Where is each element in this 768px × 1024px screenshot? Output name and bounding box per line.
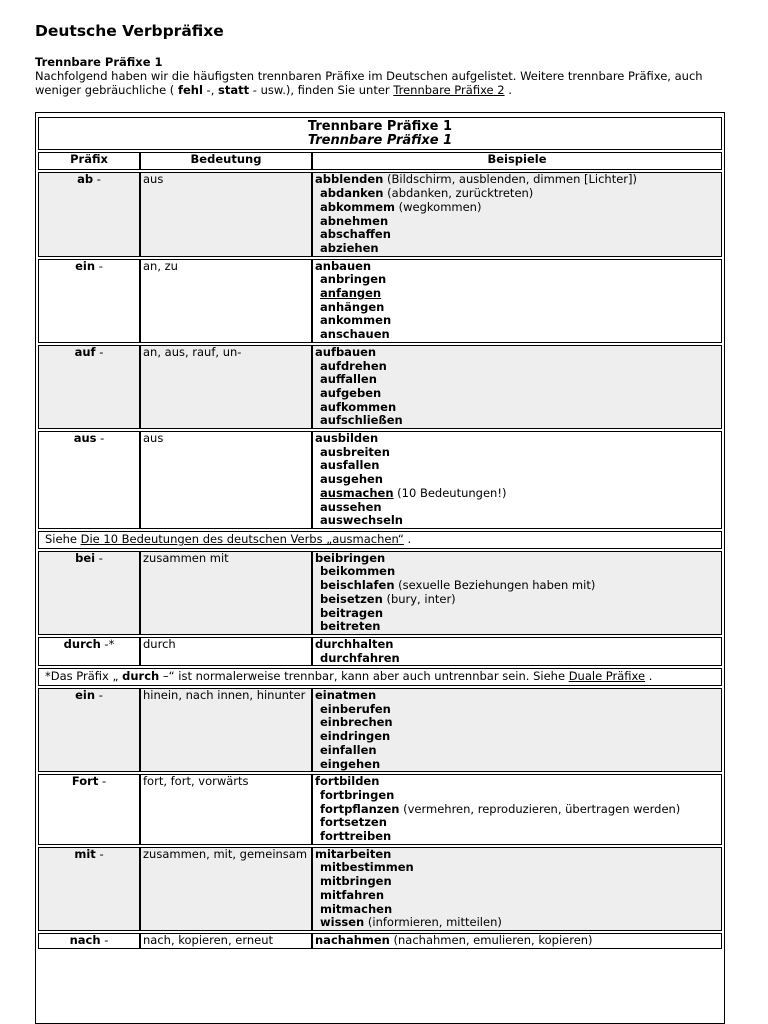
example-item	[315, 638, 719, 652]
prefix-text: aus	[73, 431, 97, 446]
table-row	[38, 847, 722, 931]
example-item	[315, 228, 719, 242]
prefix-dash: -	[98, 774, 107, 789]
example-item	[315, 875, 719, 889]
prefix-dash: -*	[100, 636, 115, 651]
example-item	[315, 789, 719, 803]
note-text: –“ ist normalerweise trennbar, kann aber auch untrennbar sein. Siehe	[159, 669, 569, 684]
intro-text: -,	[202, 83, 219, 97]
example-verb: eindringen	[320, 729, 391, 744]
example-item	[315, 373, 719, 387]
table-row	[38, 774, 722, 845]
example-verb: mitbringen	[320, 874, 392, 889]
examples-cell	[312, 933, 722, 949]
prefix-text: ein	[75, 258, 96, 273]
example-verb: fortsetzen	[320, 815, 387, 830]
meaning-cell: an, zu	[140, 259, 312, 343]
example-verb: mitfahren	[320, 887, 385, 902]
example-verb: ausfallen	[320, 458, 380, 473]
table-row	[38, 688, 722, 772]
example-item	[315, 830, 719, 844]
example-item	[315, 473, 719, 487]
intro-bold-fehl: fehl	[177, 83, 203, 97]
example-item	[315, 401, 719, 415]
meaning-cell: zusammen mit	[140, 551, 312, 635]
example-verb: fortbilden	[315, 774, 380, 789]
example-verb: ankommen	[320, 313, 392, 328]
example-verb-link[interactable]: anfangen	[320, 286, 382, 301]
note-text: .	[645, 669, 653, 684]
prefix-text: durch	[63, 636, 101, 651]
example-item	[315, 689, 719, 703]
link-duale-praefixe[interactable]: Duale Präfixe	[568, 669, 646, 684]
example-verb: beischlafen	[320, 578, 395, 593]
meaning-cell: fort, fort, vorwärts	[140, 774, 312, 845]
examples-cell	[312, 637, 722, 666]
prefix-cell	[38, 933, 140, 949]
prefix-text: bei	[75, 550, 96, 565]
example-item	[315, 775, 719, 789]
example-item	[315, 620, 719, 634]
example-verb: abdanken	[320, 186, 384, 201]
link-trennbare-praefixe-2[interactable]: Trennbare Präfixe 2	[393, 83, 505, 97]
example-item	[315, 446, 719, 460]
example-verb: durchfahren	[320, 650, 400, 665]
prefix-cell	[38, 551, 140, 635]
example-verb: eingehen	[320, 756, 381, 771]
prefix-dash: -	[93, 172, 101, 187]
intro-text: .	[504, 83, 512, 97]
example-item	[315, 173, 719, 187]
example-verb: beibringen	[315, 550, 386, 565]
example-item	[315, 848, 719, 862]
example-note: (abdanken, zurücktreten)	[383, 186, 534, 201]
example-item	[315, 328, 719, 342]
example-item	[315, 816, 719, 830]
example-item	[315, 242, 719, 256]
note-text: .	[403, 531, 412, 546]
meaning-cell: an, aus, rauf, un-	[140, 345, 312, 429]
example-verb: beitreten	[320, 619, 381, 634]
example-item	[315, 703, 719, 717]
example-note: (bury, inter)	[382, 591, 456, 606]
table-row	[38, 431, 722, 529]
example-note: (Bildschirm, ausblenden, dimmen [Lichter])	[383, 172, 637, 187]
example-verb: anschauen	[320, 327, 390, 342]
intro-paragraph	[35, 69, 725, 97]
example-verb: abziehen	[320, 240, 379, 255]
example-verb: aufkommen	[320, 399, 397, 414]
example-note: (informieren, mitteilen)	[364, 915, 502, 930]
table-row	[38, 551, 722, 635]
example-item	[315, 552, 719, 566]
header-meaning: Bedeutung	[140, 152, 312, 170]
examples-cell	[312, 431, 722, 529]
prefix-dash: -	[95, 344, 104, 359]
prefix-cell	[38, 431, 140, 529]
example-item	[315, 593, 719, 607]
example-item	[315, 414, 719, 428]
example-verb: auswechseln	[320, 513, 403, 528]
example-item	[315, 730, 719, 744]
prefix-text: auf	[74, 344, 96, 359]
table-row	[38, 933, 722, 949]
example-item	[315, 360, 719, 374]
prefix-cell	[38, 172, 140, 256]
examples-cell	[312, 774, 722, 845]
prefix-cell	[38, 259, 140, 343]
example-verb: mitbestimmen	[320, 860, 414, 875]
example-verb: beitragen	[320, 605, 384, 620]
example-verb: einbrechen	[320, 715, 393, 730]
prefix-table	[38, 115, 722, 951]
link-ausmachen-meanings[interactable]: Die 10 Bedeutungen des deutschen Verbs „ausmachen“	[80, 531, 404, 546]
example-verb: auffallen	[320, 372, 377, 387]
prefix-table-frame	[35, 112, 725, 1024]
meaning-cell: zusammen, mit, gemeinsam	[140, 847, 312, 931]
meaning-cell: hinein, nach innen, hinunter	[140, 688, 312, 772]
example-item	[315, 889, 719, 903]
table-row	[38, 172, 722, 256]
example-item	[315, 459, 719, 473]
example-item	[315, 501, 719, 515]
example-note: (10 Bedeutungen!)	[393, 485, 507, 500]
example-item	[315, 861, 719, 875]
example-verb: ausbreiten	[320, 444, 390, 459]
example-verb: ausbilden	[315, 431, 379, 446]
intro-text: Nachfolgend haben wir die häufigsten trennbaren Präfixe im Deutschen aufgelistet. Weitere trennbare Präfixe, auch weniger gebräuchliche (	[35, 69, 703, 97]
prefix-text: Fort	[71, 774, 99, 789]
example-verb: durchhalten	[315, 636, 394, 651]
example-item	[315, 758, 719, 772]
example-verb: einberufen	[320, 701, 391, 716]
example-verb: einatmen	[315, 688, 377, 703]
meaning-cell: aus	[140, 431, 312, 529]
example-item	[315, 903, 719, 917]
example-verb: abnehmen	[320, 213, 389, 228]
prefix-dash: -	[96, 431, 105, 446]
prefix-cell	[38, 688, 140, 772]
prefix-cell	[38, 847, 140, 931]
example-item	[315, 301, 719, 315]
examples-cell	[312, 847, 722, 931]
meaning-cell: aus	[140, 172, 312, 256]
header-prefix: Präfix	[38, 152, 140, 170]
example-item	[315, 652, 719, 666]
prefix-cell	[38, 774, 140, 845]
example-item	[315, 346, 719, 360]
example-verb: aufgeben	[320, 385, 382, 400]
prefix-text: nach	[69, 932, 101, 947]
prefix-dash: -	[95, 846, 104, 861]
example-verb: mitmachen	[320, 901, 393, 916]
examples-cell	[312, 688, 722, 772]
table-caption-row	[38, 117, 722, 150]
page-title: Deutsche Verbpräfixe	[35, 22, 224, 40]
examples-cell	[312, 172, 722, 256]
table-caption-italic: Trennbare Präfixe 1	[307, 132, 453, 148]
example-item	[315, 201, 719, 215]
example-item	[315, 187, 719, 201]
example-verb: anhängen	[320, 299, 385, 314]
example-note: (nachahmen, emulieren, kopieren)	[389, 932, 593, 947]
table-header-row	[38, 152, 722, 170]
prefix-dash: -	[95, 258, 103, 273]
example-verb: beisetzen	[320, 591, 383, 606]
note-text: Siehe	[45, 531, 81, 546]
example-verb-link[interactable]: ausmachen	[320, 485, 394, 500]
example-item	[315, 916, 719, 930]
example-verb: aufschließen	[320, 413, 403, 428]
example-verb: fortbringen	[320, 787, 395, 802]
example-verb: nachahmen	[315, 932, 390, 947]
example-verb: abblenden	[315, 172, 384, 187]
example-verb: aussehen	[320, 499, 382, 514]
example-verb: anbringen	[320, 272, 387, 287]
document-page	[35, 20, 725, 947]
example-item	[315, 287, 719, 301]
example-verb: ausgehen	[320, 472, 383, 487]
intro-text: - usw.), finden Sie unter	[249, 83, 394, 97]
example-item	[315, 514, 719, 528]
example-verb: abschaffen	[320, 227, 391, 242]
table-row	[38, 345, 722, 429]
prefix-dash: -	[100, 932, 109, 947]
header-examples: Beispiele	[312, 152, 722, 170]
prefix-dash: -	[95, 688, 103, 703]
example-verb: fortpflanzen	[320, 801, 400, 816]
example-item	[315, 487, 719, 501]
example-note: (wegkommen)	[394, 199, 482, 214]
example-note: (sexuelle Beziehungen haben mit)	[394, 578, 596, 593]
note-row-durch	[38, 668, 722, 686]
example-item	[315, 215, 719, 229]
table-row	[38, 259, 722, 343]
example-item	[315, 314, 719, 328]
meaning-cell: durch	[140, 637, 312, 666]
example-item	[315, 260, 719, 274]
prefix-cell	[38, 637, 140, 666]
prefix-text: ein	[75, 688, 96, 703]
example-item	[315, 273, 719, 287]
examples-cell	[312, 259, 722, 343]
meaning-cell: nach, kopieren, erneut	[140, 933, 312, 949]
example-verb: aufdrehen	[320, 358, 387, 373]
table-caption: Trennbare Präfixe 1	[307, 119, 453, 134]
prefix-text: ab	[77, 172, 94, 187]
examples-cell	[312, 345, 722, 429]
example-note: (vermehren, reproduzieren, übertragen werden)	[399, 801, 681, 816]
example-item	[315, 579, 719, 593]
table-row	[38, 637, 722, 666]
section-subtitle: Trennbare Präfixe 1	[35, 55, 163, 69]
example-verb: aufbauen	[315, 344, 377, 359]
prefix-text: mit	[74, 846, 96, 861]
example-verb: einfallen	[320, 742, 377, 757]
example-item	[315, 607, 719, 621]
example-item	[315, 432, 719, 446]
examples-cell	[312, 551, 722, 635]
example-item	[315, 565, 719, 579]
prefix-cell	[38, 345, 140, 429]
example-item	[315, 387, 719, 401]
example-item	[315, 803, 719, 817]
example-item	[315, 716, 719, 730]
note-row-ausmachen	[38, 531, 722, 549]
example-verb: wissen	[320, 915, 365, 930]
example-verb: mitarbeiten	[315, 846, 392, 861]
example-verb: forttreiben	[320, 829, 392, 844]
note-bold: durch	[122, 669, 160, 684]
example-verb: anbauen	[315, 258, 372, 273]
example-item	[315, 744, 719, 758]
note-text: *Das Präfix „	[45, 669, 123, 684]
prefix-dash: -	[95, 550, 103, 565]
intro-bold-statt: statt	[218, 83, 250, 97]
example-verb: abkommem	[320, 199, 395, 214]
example-verb: beikommen	[320, 564, 396, 579]
example-item	[315, 934, 719, 948]
